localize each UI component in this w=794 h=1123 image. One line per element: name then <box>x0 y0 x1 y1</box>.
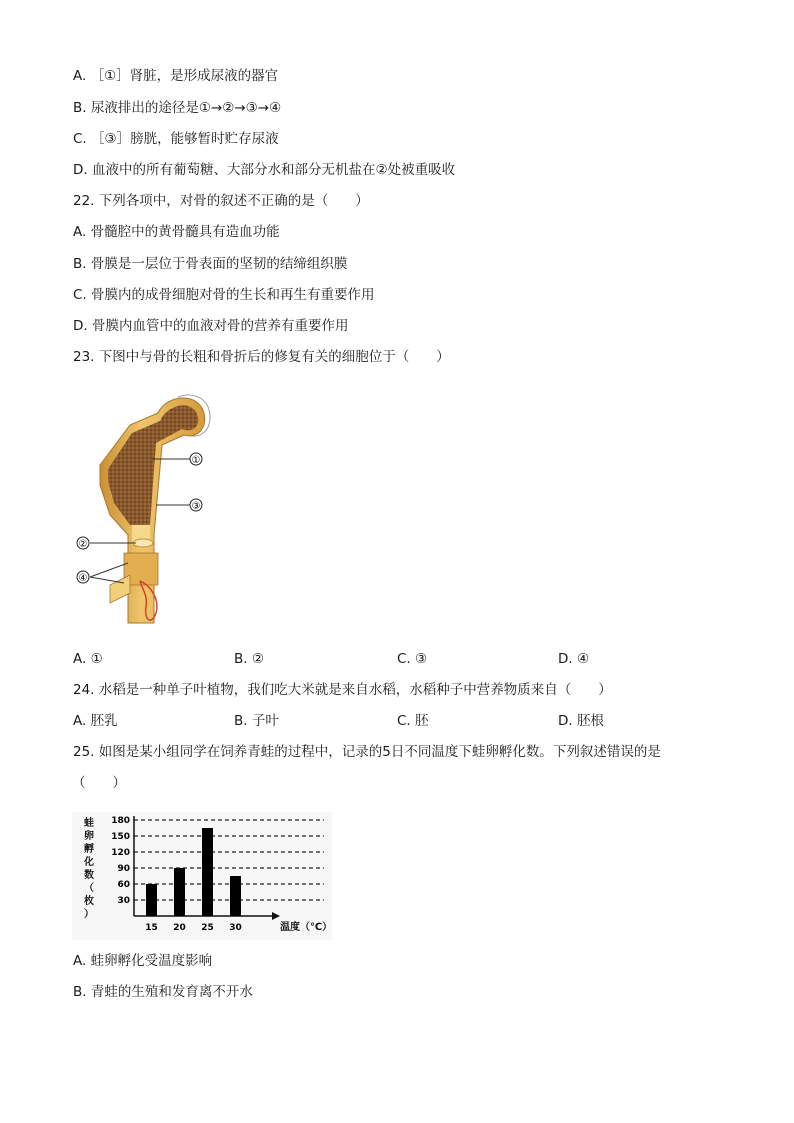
bone-label-1: ① <box>191 455 201 466</box>
q23-option-d: D. ④ <box>558 651 590 667</box>
q25-stem-paren: （ ） <box>72 775 126 791</box>
chart-bar <box>230 876 241 916</box>
chart-y-tick-label: 30 <box>117 896 130 906</box>
chart-y-axis-label: 蛙卵孵化数（枚） <box>84 818 94 920</box>
chart-x-tick-label: 30 <box>229 923 242 933</box>
q22-option-a: A. 骨髓腔中的黄骨髓具有造血功能 <box>73 224 280 240</box>
chart-bar <box>202 828 213 916</box>
q25-option-a: A. 蛙卵孵化受温度影响 <box>73 953 213 969</box>
q21-option-a: A. ［①］肾脏，是形成尿液的器官 <box>73 68 279 84</box>
chart-bar <box>146 884 157 916</box>
chart-x-tick-label: 25 <box>201 923 214 933</box>
bone-label-4: ④ <box>78 573 88 584</box>
chart-y-tick-label: 90 <box>117 864 130 874</box>
q23-option-b: B. ② <box>234 651 264 667</box>
q24-option-a: A. 胚乳 <box>73 713 118 729</box>
bone-label-3: ③ <box>191 501 201 512</box>
chart-y-tick-label: 120 <box>111 848 130 858</box>
hatching-bar-chart <box>72 812 332 940</box>
q22-option-d: D. 骨膜内血管中的血液对骨的营养有重要作用 <box>73 318 349 334</box>
q24-stem: 24. 水稻是一种单子叶植物，我们吃大米就是来自水稻，水稻种子中营养物质来自（ ） <box>73 682 612 698</box>
q21-option-c: C. ［③］膀胱，能够暂时贮存尿液 <box>73 131 279 147</box>
q24-option-d: D. 胚根 <box>558 713 604 729</box>
q22-stem: 22. 下列各项中，对骨的叙述不正确的是（ ） <box>73 193 369 209</box>
chart-y-tick-label: 60 <box>117 880 130 890</box>
chart-bar <box>174 868 185 916</box>
q23-option-c: C. ③ <box>397 651 428 667</box>
q21-option-d: D. 血液中的所有葡萄糖、大部分水和部分无机盐在②处被重吸收 <box>73 162 456 178</box>
q23-stem: 23. 下图中与骨的长粗和骨折后的修复有关的细胞位于（ ） <box>73 349 450 365</box>
q21-option-b: B. 尿液排出的途径是①→②→③→④ <box>73 100 282 116</box>
bone-structure-figure <box>70 385 230 635</box>
chart-y-tick-label: 150 <box>111 832 130 842</box>
q25-stem: 25. 如图是某小组同学在饲养青蛙的过程中，记录的5日不同温度下蛙卵孵化数。下列叙述错误的是 <box>73 744 661 760</box>
q22-option-b: B. 骨膜是一层位于骨表面的坚韧的结缔组织膜 <box>73 256 348 272</box>
chart-x-axis-label: 温度（℃） <box>280 922 332 933</box>
q24-option-c: C. 胚 <box>397 713 429 729</box>
bone-label-2: ② <box>78 539 88 550</box>
q25-option-b: B. 青蛙的生殖和发育离不开水 <box>73 984 253 1000</box>
q23-option-a: A. ① <box>73 651 103 667</box>
q22-option-c: C. 骨膜内的成骨细胞对骨的生长和再生有重要作用 <box>73 287 375 303</box>
chart-x-tick-label: 20 <box>173 923 186 933</box>
chart-y-tick-label: 180 <box>111 816 130 826</box>
chart-x-tick-label: 15 <box>145 923 158 933</box>
q24-option-b: B. 子叶 <box>234 713 279 729</box>
